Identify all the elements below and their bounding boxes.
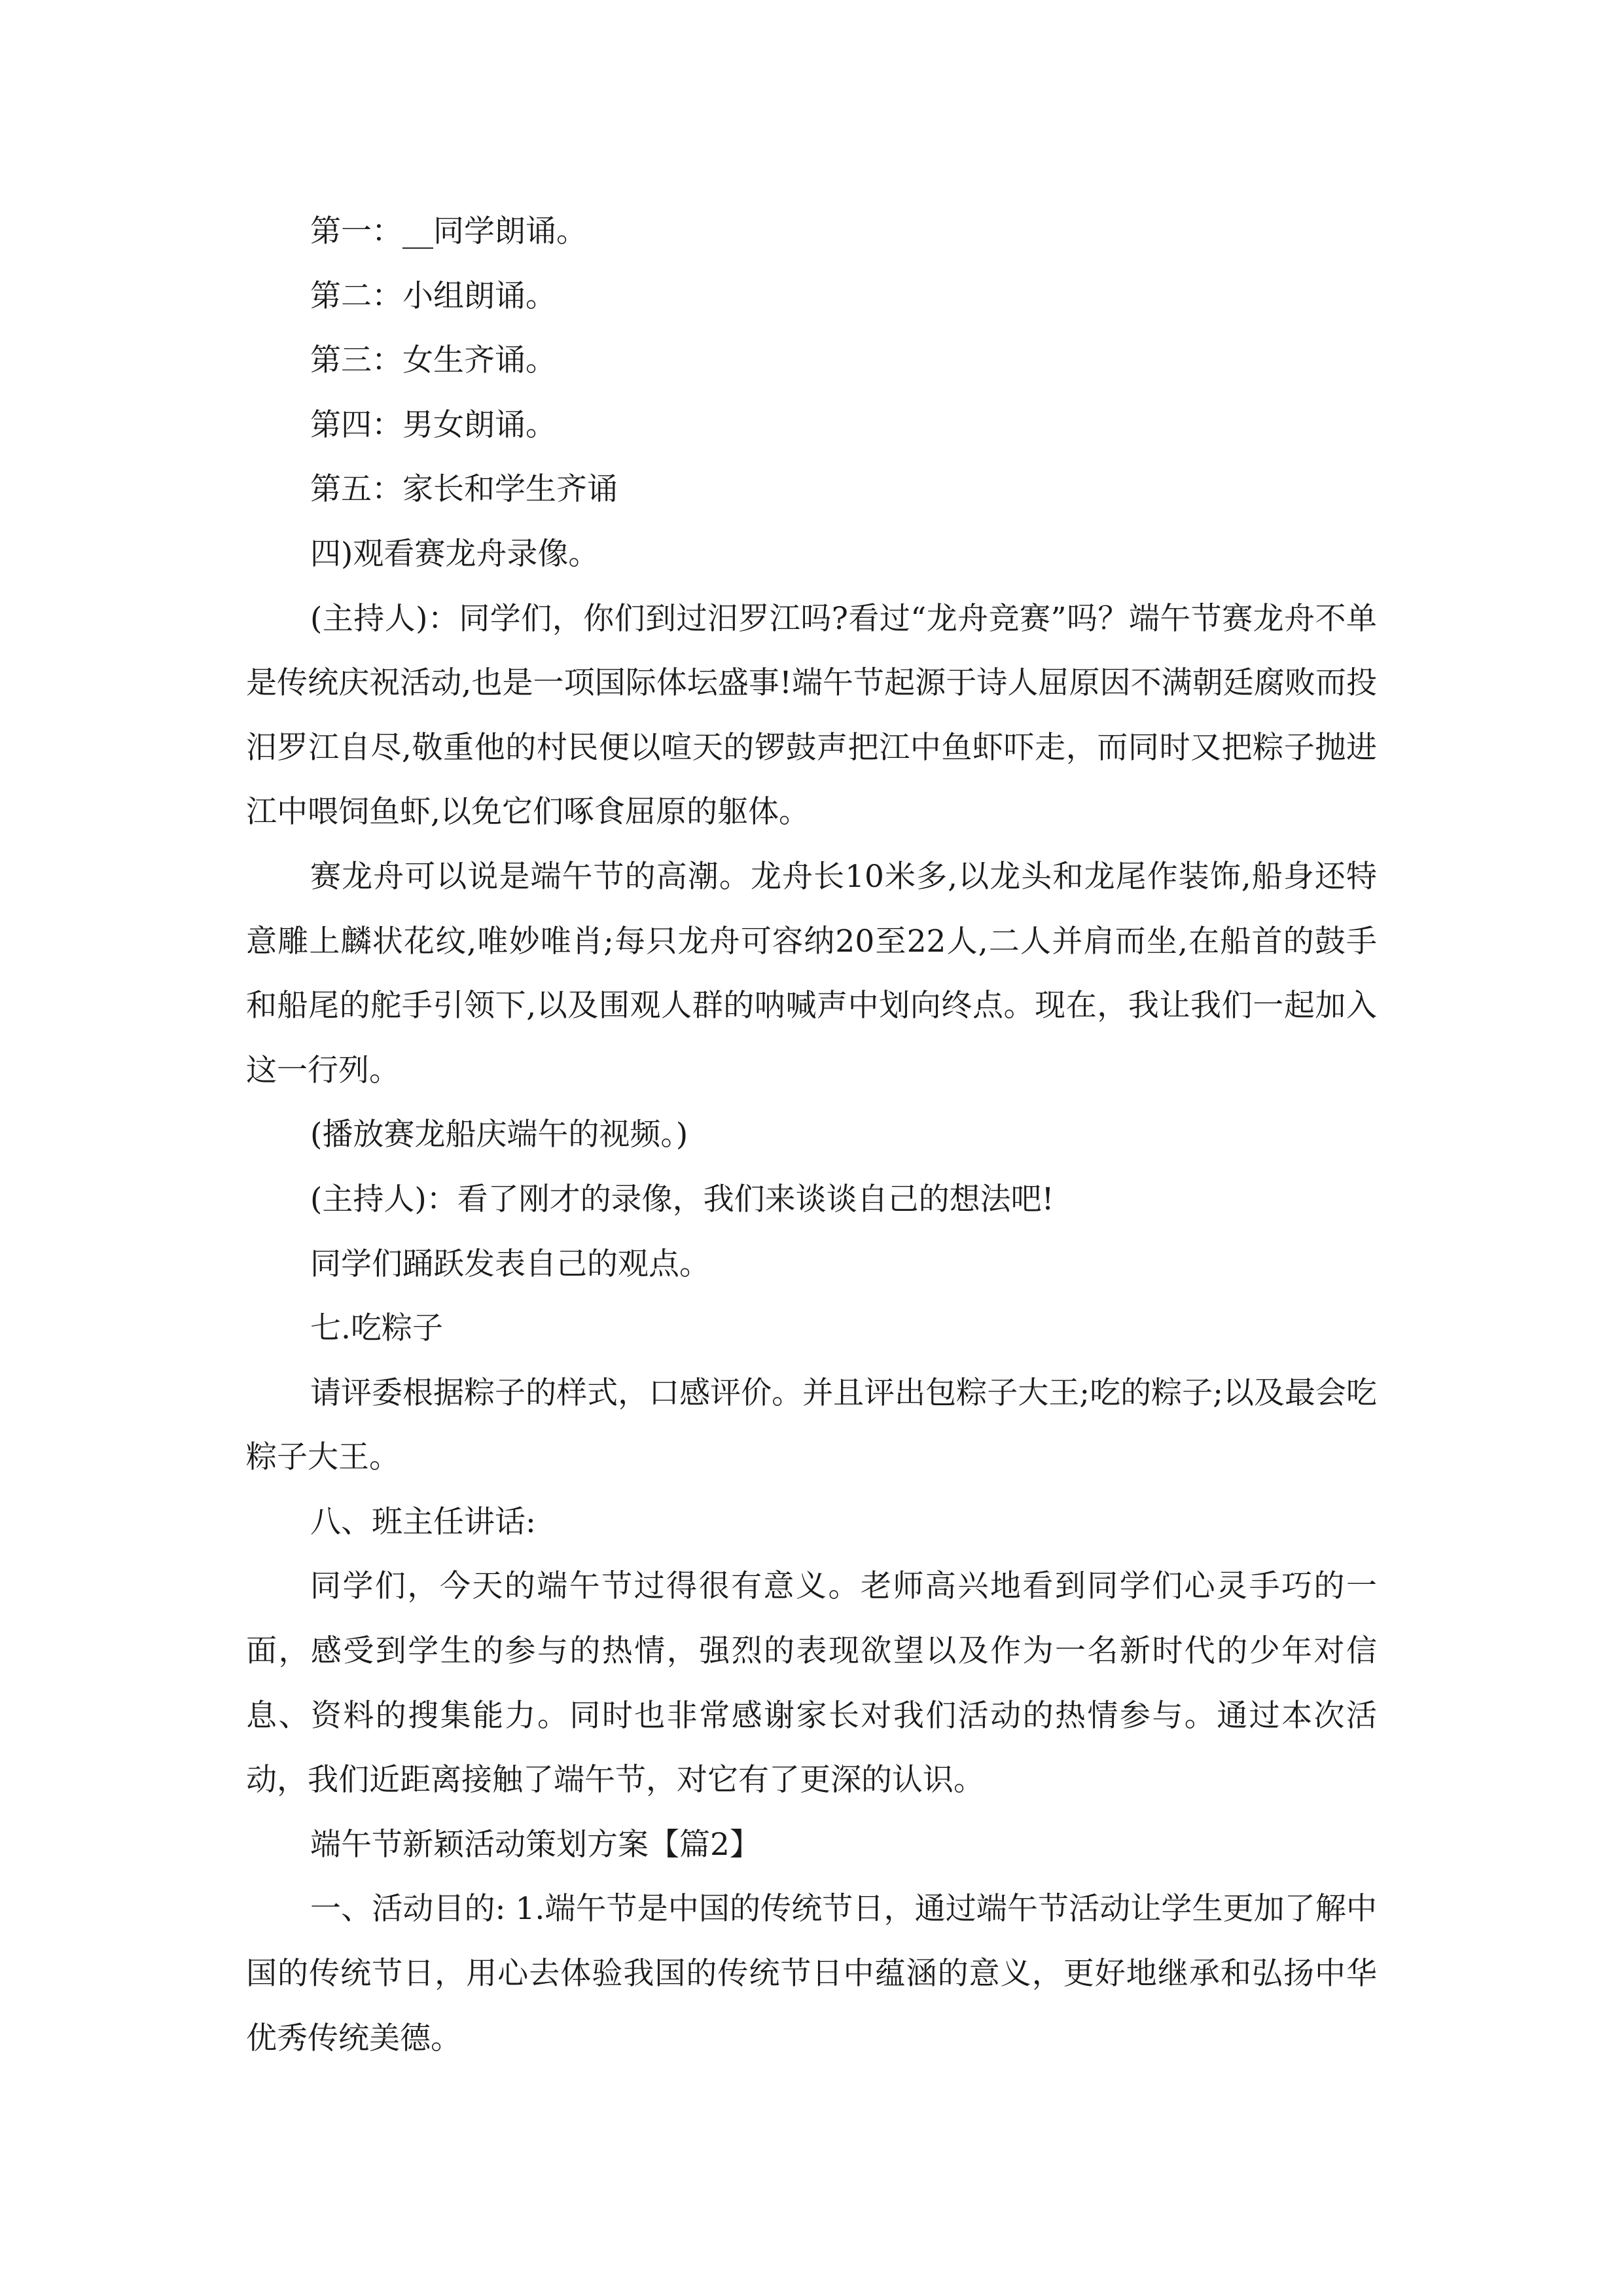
section-heading-teacher-speech: 八、班主任讲话: bbox=[310, 1503, 536, 1540]
paragraph-recitation-1: 第一：__同学朗诵。 bbox=[310, 213, 587, 249]
paragraph-zongzi-judging: 请评委根据粽子的样式，口感评价。并且评出包粽子大王;吃的粽子;以及最会吃粽子大王。 bbox=[246, 1374, 1377, 1476]
paragraph-recitation-5: 第五：家长和学生齐诵 bbox=[310, 471, 618, 508]
paragraph-host-intro: (主持人)：同学们，你们到过汨罗江吗?看过“龙舟竞赛”吗？端午节赛龙舟不单是传统庆祝活动,也是一项国际体坛盛事!端午节起源于诗人屈原因不满朝廷腐败而投汨罗江自尽,敬重他的村民便以喧天的锣鼓声把江中鱼虾吓走，而同时又把粽子抛进江中喂饲鱼虾,以免它们啄食屈原的躯体。 bbox=[246, 600, 1377, 831]
plan-title-part-2: 端午节新颖活动策划方案【篇2】 bbox=[310, 1826, 760, 1863]
section-heading-eat-zongzi: 七.吃粽子 bbox=[310, 1310, 443, 1347]
paragraph-recitation-4: 第四：男女朗诵。 bbox=[310, 406, 556, 443]
paragraph-play-video: (播放赛龙船庆端午的视频。) bbox=[310, 1117, 688, 1153]
paragraph-host-discussion: (主持人)：看了刚才的录像，我们来谈谈自己的想法吧! bbox=[310, 1181, 1054, 1217]
paragraph-students-share: 同学们踊跃发表自己的观点。 bbox=[310, 1246, 710, 1282]
document-body bbox=[246, 200, 1377, 2071]
paragraph-dragon-boat-description: 赛龙舟可以说是端午节的高潮。龙舟长10米多,以龙头和龙尾作装饰,船身还特意雕上麟状花纹,唯妙唯肖;每只龙舟可容纳20至22人,二人并肩而坐,在船首的鼓手和船尾的舵手引领下,以及围观人群的呐喊声中划向终点。现在，我让我们一起加入这一行列。 bbox=[246, 858, 1377, 1088]
paragraph-recitation-3: 第三：女生齐诵。 bbox=[310, 342, 556, 379]
paragraph-recitation-2: 第二：小组朗诵。 bbox=[310, 278, 556, 314]
paragraph-teacher-speech: 同学们，今天的端午节过得很有意义。老师高兴地看到同学们心灵手巧的一面，感受到学生的参与的热情，强烈的表现欲望以及作为一名新时代的少年对信息、资料的搜集能力。同时也非常感谢家长对我们活动的热情参与。通过本次活动，我们近距离接触了端午节，对它有了更深的认识。 bbox=[246, 1568, 1377, 1799]
paragraph-activity-purpose: 一、活动目的: 1.端午节是中国的传统节日，通过端午节活动让学生更加了解中国的传统节日，用心去体验我国的传统节日中蕴涵的意义，更好地继承和弘扬中华优秀传统美德。 bbox=[246, 1891, 1377, 2056]
section-heading-dragon-boat-video: 四)观看赛龙舟录像。 bbox=[310, 535, 599, 572]
